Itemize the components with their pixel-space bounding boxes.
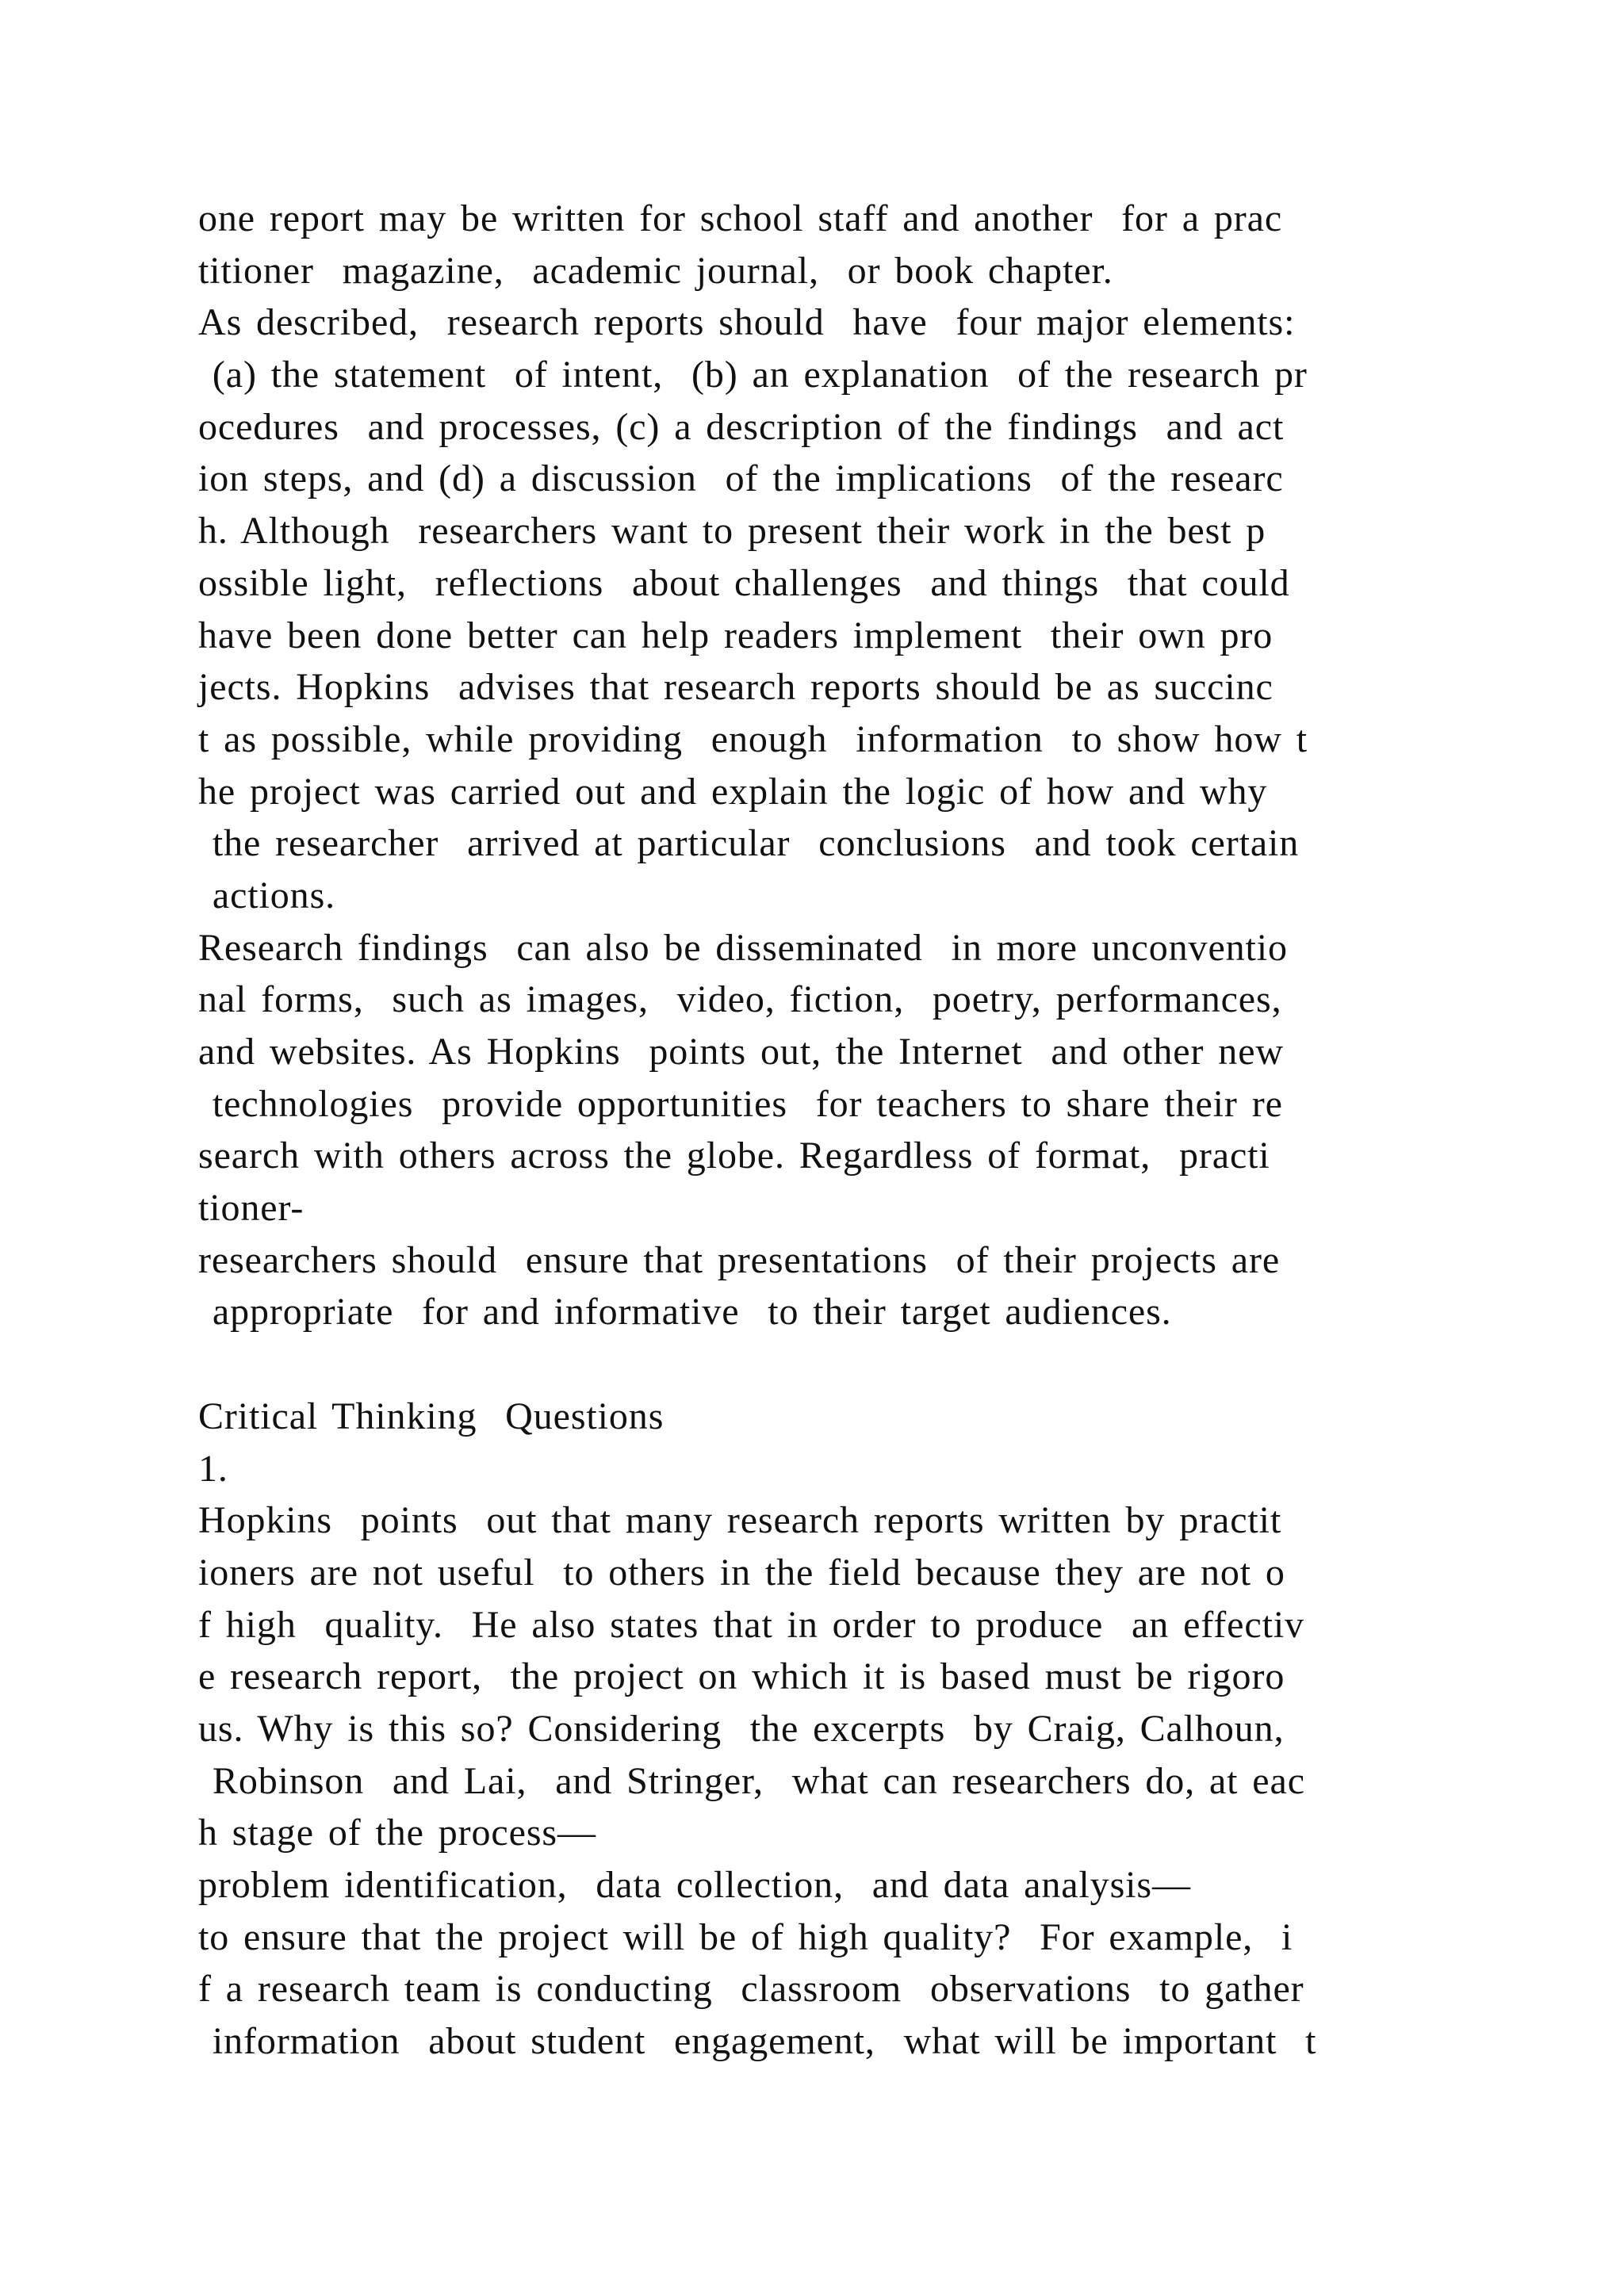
text-line: actions. bbox=[198, 874, 336, 916]
text-line: nal forms, such as images, video, fiction, poetry, performances, bbox=[198, 978, 1282, 1021]
text-line: As described, research reports should have four major elements: bbox=[198, 301, 1296, 344]
text-line: titioner magazine, academic journal, or book chapter. bbox=[198, 249, 1113, 292]
blank-line bbox=[198, 1338, 1467, 1391]
text-line: one report may be written for school staff and another for a prac bbox=[198, 197, 1283, 239]
text-line: h stage of the process— bbox=[198, 1812, 596, 1854]
text-line: to ensure that the project will be of high quality? For example, i bbox=[198, 1915, 1293, 1958]
text-line: e research report, the project on which it is based must be rigoro bbox=[198, 1655, 1285, 1698]
text-line: f high quality. He also states that in order to produce an effectiv bbox=[198, 1603, 1304, 1646]
text-line: tioner- bbox=[198, 1187, 304, 1230]
text-line: f a research team is conducting classroom observations to gather bbox=[198, 1968, 1304, 2011]
text-line: t as possible, while providing enough information to show how t bbox=[198, 718, 1308, 760]
text-line: Hopkins points out that many research reports written by practit bbox=[198, 1499, 1282, 1542]
text-line: technologies provide opportunities for teachers to share their re bbox=[198, 1082, 1283, 1125]
text-line: ioners are not useful to others in the field because they are not o bbox=[198, 1551, 1285, 1594]
text-line: information about student engagement, what will be important t bbox=[198, 2020, 1317, 2063]
text-line: problem identification, data collection, and data analysis— bbox=[198, 1864, 1191, 1906]
text-line: researchers should ensure that presentations of their projects are bbox=[198, 1238, 1281, 1281]
text-line: appropriate for and informative to their target audiences. bbox=[198, 1291, 1172, 1334]
text-line: us. Why is this so? Considering the excerpts by Craig, Calhoun, bbox=[198, 1707, 1285, 1750]
text-line: and websites. As Hopkins points out, the Internet and other new bbox=[198, 1031, 1284, 1073]
text-line: ossible light, reflections about challenges and things that could bbox=[198, 561, 1290, 604]
body-text bbox=[198, 193, 1467, 2068]
text-line: he project was carried out and explain the logic of how and why bbox=[198, 770, 1268, 813]
text-line: ocedures and processes, (c) a description of the findings and act bbox=[198, 405, 1285, 448]
text-line: jects. Hopkins advises that research reports should be as succinc bbox=[198, 666, 1274, 709]
text-line: Research findings can also be disseminated in more unconventio bbox=[198, 926, 1288, 969]
question-number: 1. bbox=[198, 1447, 228, 1490]
text-line: search with others across the globe. Regardless of format, practi bbox=[198, 1135, 1270, 1177]
text-line: (a) the statement of intent, (b) an explanation of the research pr bbox=[198, 354, 1308, 396]
text-line: have been done better can help readers implement their own pro bbox=[198, 614, 1274, 656]
text-line: h. Although researchers want to present their work in the best p bbox=[198, 510, 1266, 553]
section-heading: Critical Thinking Questions bbox=[198, 1395, 665, 1437]
text-line: Robinson and Lai, and Stringer, what can researchers do, at eac bbox=[198, 1759, 1305, 1802]
text-line: the researcher arrived at particular conclusions and took certain bbox=[198, 822, 1300, 865]
text-line: ion steps, and (d) a discussion of the implications of the researc bbox=[198, 457, 1284, 500]
